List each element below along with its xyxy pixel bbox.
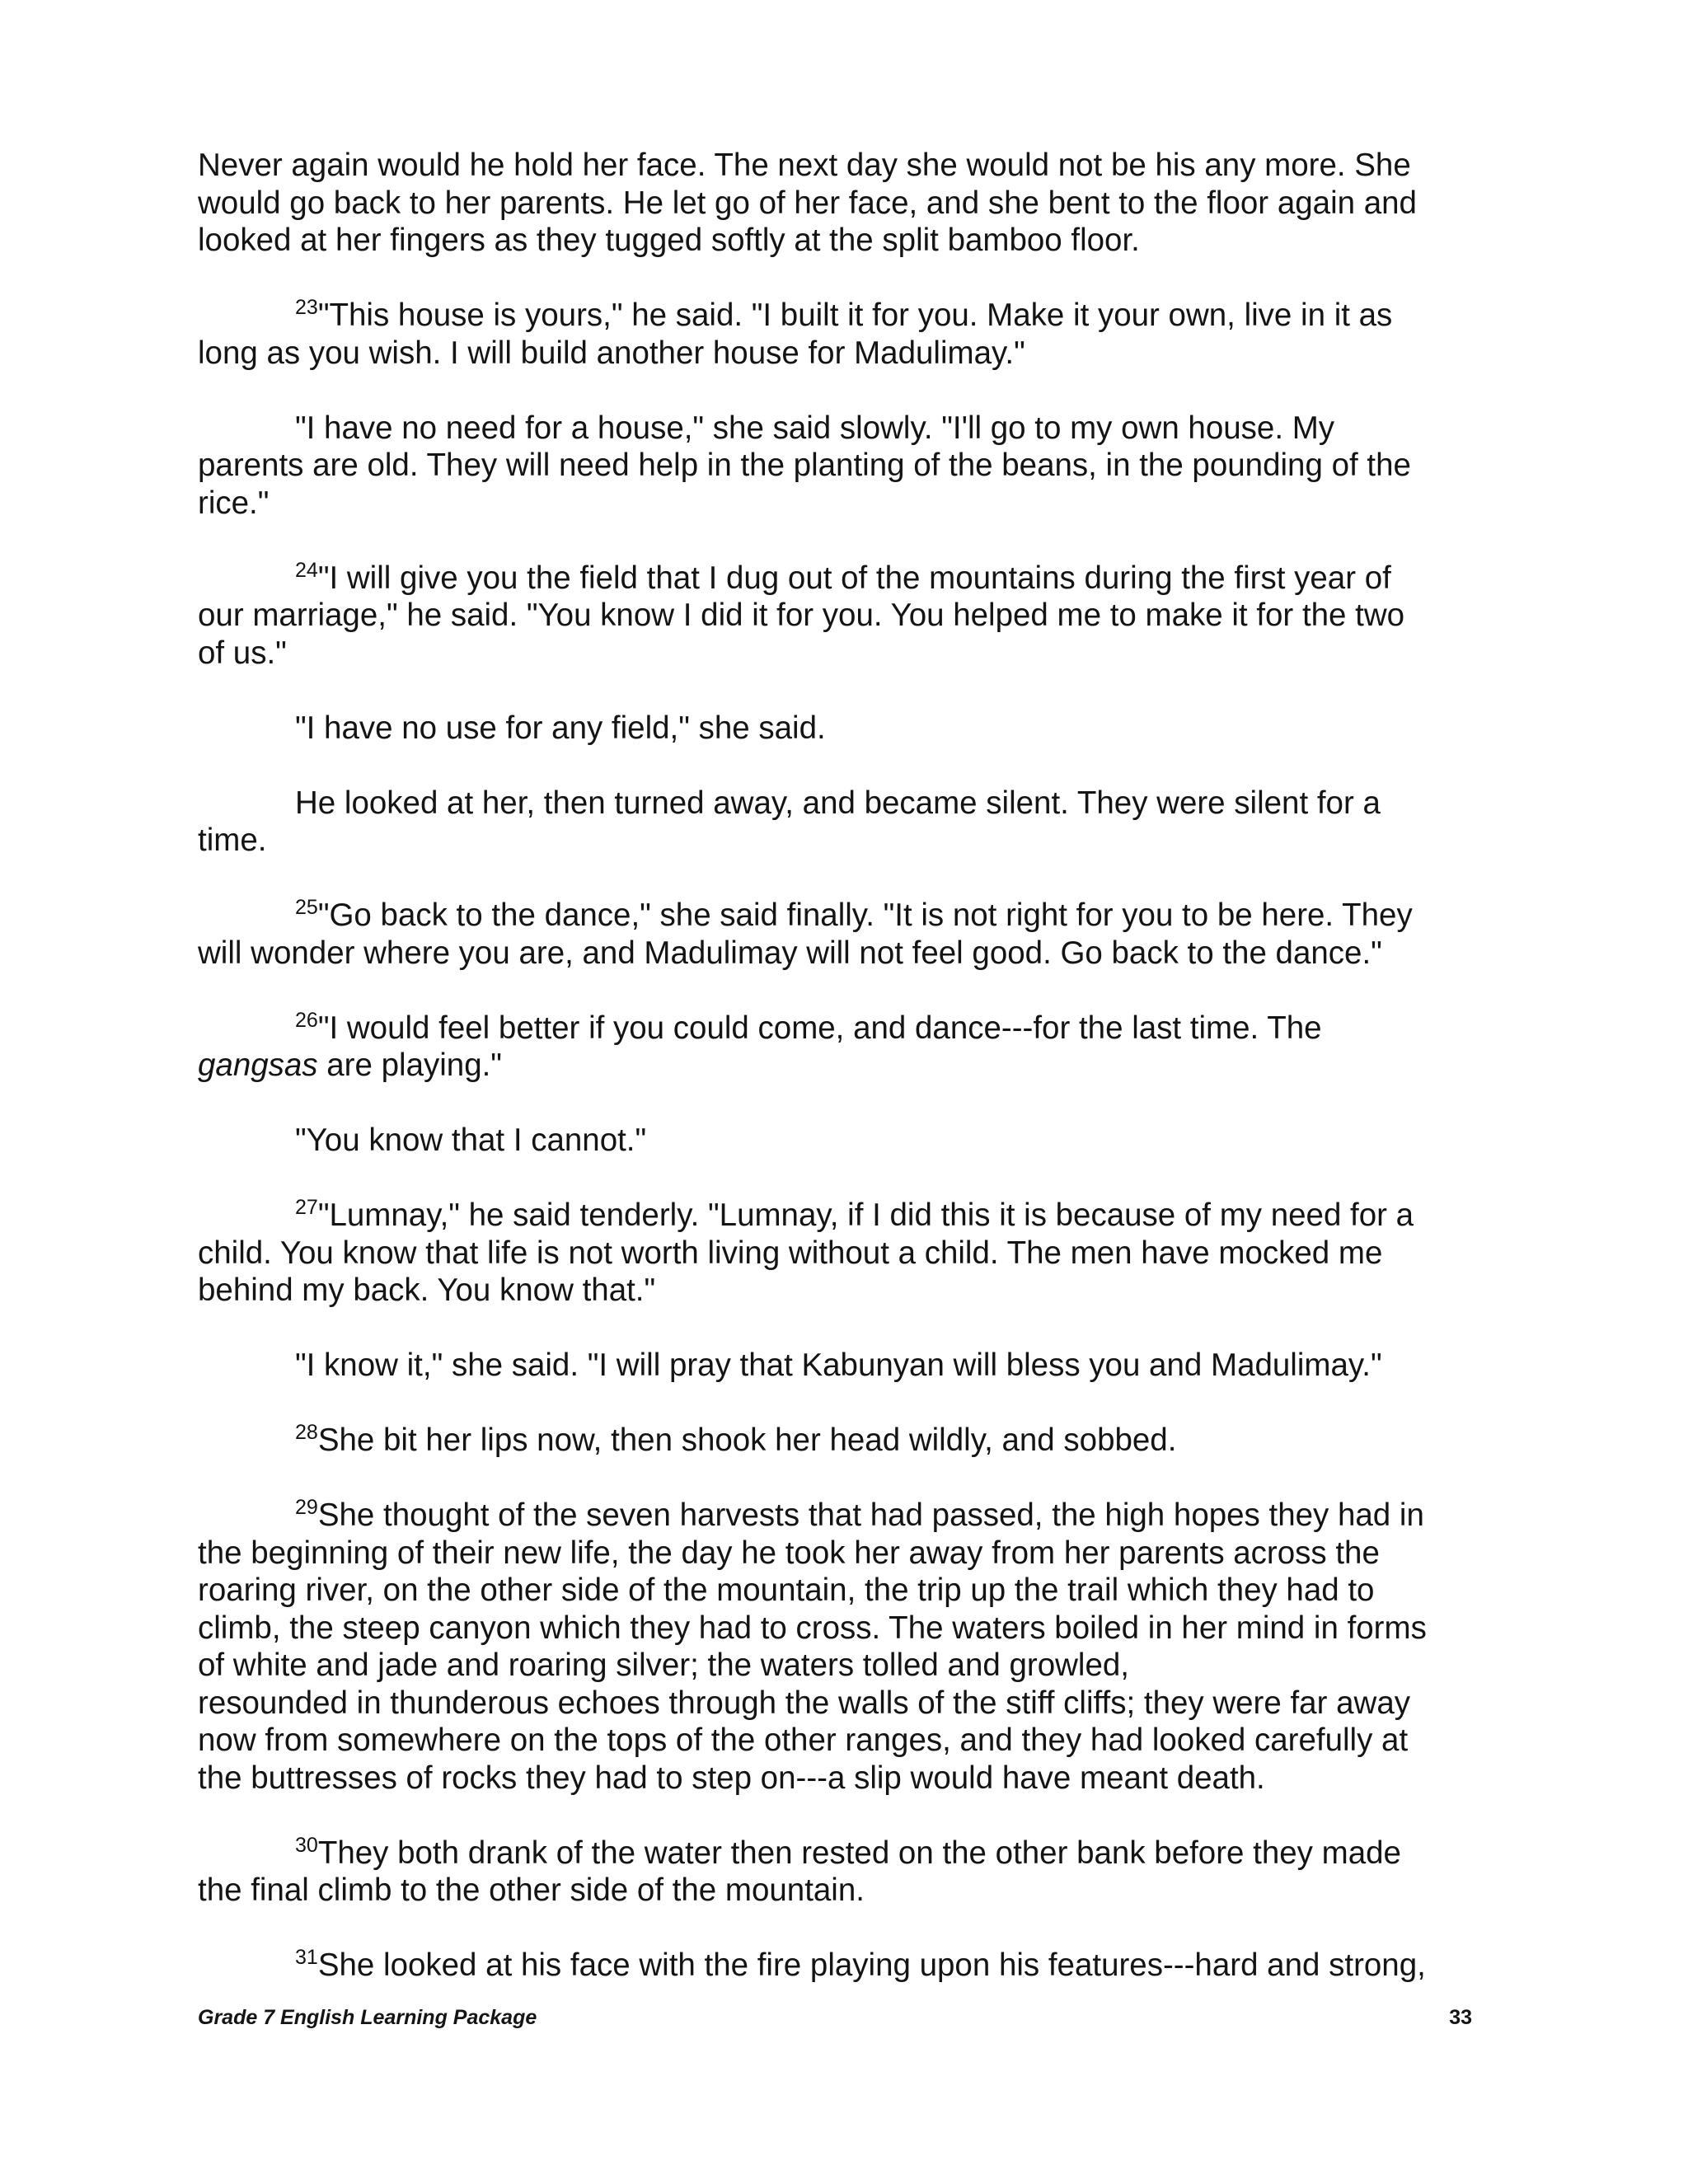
text-line: behind my back. You know that." [198, 1272, 656, 1308]
text-line: $^{27}$"Lumnay," he said tenderly. "Lumnay, if I did this it is because of my need for a [295, 1196, 1414, 1233]
text-line: $^{30}$They both drank of the water then rested on the other bank before they made [295, 1833, 1401, 1871]
paragraph-number: 24 [295, 558, 318, 582]
text-line: now from somewhere on the tops of the other ranges, and they had looked carefully at [198, 1722, 1409, 1758]
text-line: looked at her fingers as they tugged softly at the split bamboo floor. [198, 223, 1140, 258]
text-line: resounded in thunderous echoes through the walls of the stiff cliffs; they were far away [198, 1685, 1410, 1721]
text-line: child. You know that life is not worth living without a child. The men have mocked me [198, 1235, 1383, 1271]
text-line: long as you wish. I will build another house for Madulimay." [198, 335, 1025, 371]
paragraph-30 [198, 1835, 1484, 1910]
paragraph-number: 25 [295, 896, 318, 919]
text-line: gangsas are playing." [198, 1047, 502, 1083]
paragraph-number: 23 [295, 296, 318, 319]
paragraph-24 [198, 560, 1484, 673]
text-line: will wonder where you are, and Madulimay will not feel good. Go back to the dance." [198, 935, 1382, 971]
paragraph [198, 1122, 1484, 1160]
paragraph-number: 29 [295, 1496, 318, 1519]
text-line: "You know that I cannot." [295, 1122, 647, 1158]
text-line: He looked at her, then turned away, and became silent. They were silent for a [295, 785, 1381, 821]
text-line: climb, the steep canyon which they had to cross. The waters boiled in her mind in forms [198, 1610, 1427, 1646]
page-number: 33 [1449, 2006, 1472, 2029]
text-line: "I have no need for a house," she said slowly. "I'll go to my own house. My [295, 410, 1335, 446]
paragraph-29 [198, 1497, 1484, 1797]
text-line: the final climb to the other side of the mountain. [198, 1872, 865, 1908]
page-body [198, 147, 1484, 2022]
text-line: parents are old. They will need help in the planting of the beans, in the pounding of the [198, 448, 1411, 483]
text-line: rice." [198, 485, 270, 521]
paragraph-31 [198, 1947, 1484, 1985]
text-line: our marriage," he said. "You know I did it for you. You helped me to make it for the two [198, 598, 1405, 633]
text-line: $^{25}$"Go back to the dance," she said finally. "It is not right for you to be here. They [295, 896, 1413, 933]
paragraph-number: 26 [295, 1008, 318, 1032]
paragraph [198, 785, 1484, 860]
text-line: $^{24}$"I will give you the field that I dug out of the mountains during the first year of [295, 558, 1391, 596]
paragraph [198, 410, 1484, 523]
text-line: $^{28}$She bit her lips now, then shook her head wildly, and sobbed. [295, 1421, 1177, 1458]
text-line: "I know it," she said. "I will pray that Kabunyan will bless you and Madulimay." [295, 1347, 1382, 1383]
paragraph-28 [198, 1422, 1484, 1460]
text-line: the buttresses of rocks they had to step on---a slip would have meant death. [198, 1760, 1265, 1796]
text-line: time. [198, 823, 267, 858]
paragraph-number: 30 [295, 1833, 318, 1857]
paragraph-number: 27 [295, 1196, 318, 1219]
text-line: "I have no use for any field," she said. [295, 710, 826, 746]
paragraph-number: 28 [295, 1421, 318, 1444]
text-line: $^{26}$"I would feel better if you could come, and dance---for the last time. The [295, 1008, 1322, 1046]
text-line: would go back to her parents. He let go of her face, and she bent to the floor again and [198, 185, 1417, 221]
footer-title: Grade 7 English Learning Package [198, 2006, 537, 2029]
text-line: roaring river, on the other side of the mountain, the trip up the trail which they had to [198, 1572, 1375, 1608]
text-line: Never again would he hold her face. The next day she would not be his any more. She [198, 148, 1411, 183]
paragraph [198, 710, 1484, 748]
paragraph-23 [198, 297, 1484, 372]
paragraph-number: 31 [295, 1946, 318, 1969]
paragraph [198, 147, 1484, 260]
text-line: of white and jade and roaring silver; the waters tolled and growled, [198, 1647, 1129, 1683]
paragraph [198, 1347, 1484, 1385]
text-line: the beginning of their new life, the day he took her away from her parents across the [198, 1535, 1380, 1571]
paragraph-25 [198, 897, 1484, 972]
paragraph-27 [198, 1197, 1484, 1310]
paragraph-26 [198, 1010, 1484, 1085]
text-line: $^{23}$"This house is yours," he said. "I built it for you. Make it your own, live in it as [295, 296, 1393, 333]
text-line: $^{31}$She looked at his face with the fire playing upon his features---hard and strong, [295, 1946, 1426, 1983]
text-line: of us." [198, 635, 287, 671]
italic-term: gangsas [198, 1047, 318, 1083]
text-line: $^{29}$She thought of the seven harvests that had passed, the high hopes they had in [295, 1496, 1424, 1533]
